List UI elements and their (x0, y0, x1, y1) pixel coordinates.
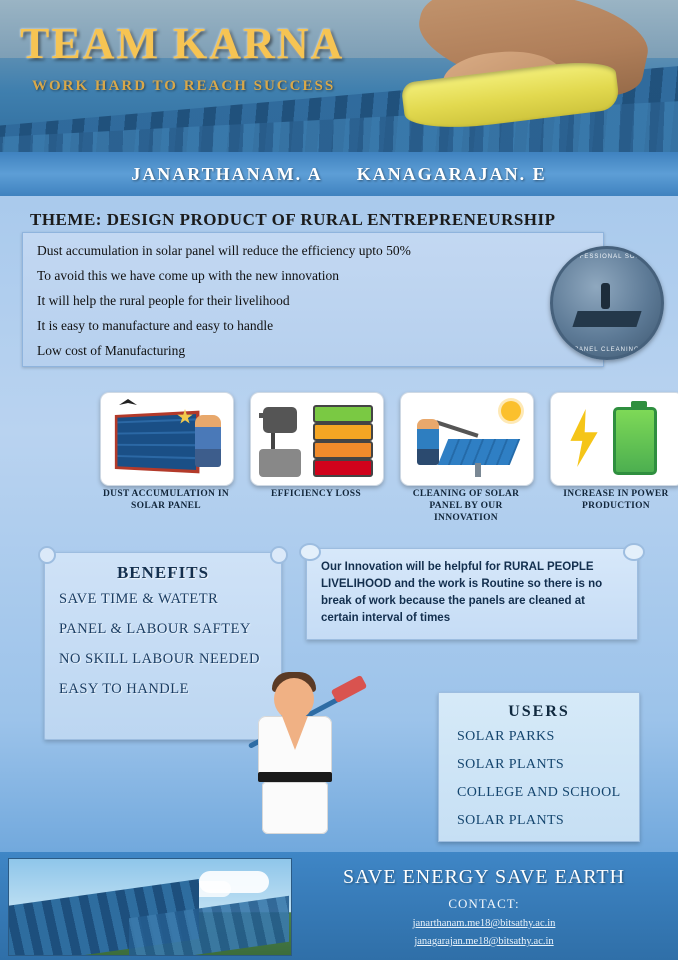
worker-icon (195, 415, 221, 467)
list-item: It is easy to manufacture and easy to handle (37, 318, 274, 333)
battery-level-yellow-icon (313, 423, 373, 441)
mascot-legs (262, 782, 328, 834)
page-title: TEAM KARNA (20, 19, 345, 68)
card-caption: DUST ACCUMULATION IN SOLAR PANEL (103, 489, 229, 511)
icon-card-row (100, 392, 678, 523)
page-subtitle: WORK HARD TO REACH SUCCESS (32, 78, 336, 94)
worker-silhouette-icon (601, 283, 610, 309)
footer-solar-farm-photo (8, 858, 292, 956)
logo-top-text: PROFESSIONAL SOLAR (563, 254, 651, 260)
footer-email-2[interactable]: janagarajan.me18@bitsathy.ac.in (414, 936, 554, 947)
list-item: SAVE TIME & WATETR (59, 591, 219, 607)
full-battery-icon (613, 407, 657, 475)
list-item: COLLEGE AND SCHOOL (457, 785, 621, 800)
card-dust-accumulation (100, 392, 232, 517)
cleaning-pole-icon (435, 420, 478, 437)
list-item: It will help the rural people for their livelihood (37, 293, 290, 308)
list-item: SOLAR PARKS (457, 729, 555, 744)
card-caption: INCREASE IN POWER PRODUCTION (563, 489, 669, 511)
worker-icon (417, 419, 439, 465)
card-cleaning-innovation (400, 392, 532, 523)
points-list (23, 233, 603, 378)
author-name-2: KANAGARAJAN. E (356, 163, 547, 184)
battery-level-green-icon (313, 405, 373, 423)
list-item: PANEL & LABOUR SAFTEY (59, 621, 251, 637)
panel-silhouette-icon (572, 311, 641, 327)
mascot-head (274, 678, 314, 720)
professional-solar-panel-cleaning-logo (550, 246, 664, 360)
theme-label: THEME: DESIGN PRODUCT OF RURAL ENTREPRENEURSHIP (30, 210, 556, 229)
author-name-1: JANARTHANAM. A (131, 163, 323, 184)
bird-icon (119, 399, 137, 409)
sun-icon (501, 401, 521, 421)
footer-bar (0, 852, 678, 960)
header-banner (0, 0, 678, 152)
card-image (100, 392, 234, 486)
battery-level-red-icon (313, 459, 373, 477)
mascot-cleaner-illustration (228, 672, 368, 842)
mascot-brush-icon (331, 675, 368, 703)
users-title: USERS (508, 703, 570, 720)
innovation-note (306, 548, 638, 640)
plug-icon (263, 407, 297, 433)
footer-contact-label: CONTACT: (448, 896, 520, 911)
logo-bottom-text: PANEL CLEANING (574, 347, 640, 353)
list-item: SOLAR PLANTS (457, 813, 565, 828)
card-caption: CLEANING OF SOLAR PANEL BY OUR INNOVATION (412, 489, 520, 523)
footer-slogan: SAVE ENERGY SAVE EARTH (342, 866, 626, 888)
card-efficiency-loss (250, 392, 382, 517)
card-power-increase (550, 392, 678, 517)
battery-base-icon (259, 449, 301, 477)
mascot-belt (258, 772, 332, 782)
lightning-bolt-icon (567, 409, 601, 467)
innovation-text: Our Innovation will be helpful for RURAL PEOPLE LIVELIHOOD and the work is Routine so there is no break of work because the panels are cleaned at certain interval of times (321, 561, 603, 624)
points-box (22, 232, 604, 367)
list-item: Dust accumulation in solar panel will reduce the efficiency upto 50% (37, 243, 411, 258)
panel-leg-icon (475, 463, 481, 477)
benefits-title: BENEFITS (116, 563, 210, 582)
scroll-curl-left-icon (299, 543, 321, 561)
list-item: Low cost of Manufacturing (37, 343, 186, 358)
card-image (250, 392, 384, 486)
card-image (400, 392, 534, 486)
list-item: To avoid this we have come up with the new innovation (37, 268, 339, 283)
scroll-curl-right-icon (623, 543, 645, 561)
card-image (550, 392, 678, 486)
footer-email-1[interactable]: janarthanam.me18@bitsathy.ac.in (412, 918, 556, 929)
solar-panel-icon (438, 439, 521, 465)
card-caption: EFFICIENCY LOSS (271, 489, 361, 499)
users-panel (438, 692, 640, 842)
battery-level-orange-icon (313, 441, 373, 459)
list-item: SOLAR PLANTS (457, 757, 565, 772)
users-list (439, 729, 639, 829)
list-item: NO SKILL LABOUR NEEDED (59, 651, 260, 667)
list-item: EASY TO HANDLE (59, 681, 189, 697)
plug-pin-icon (259, 413, 269, 418)
author-names-bar (0, 152, 678, 196)
